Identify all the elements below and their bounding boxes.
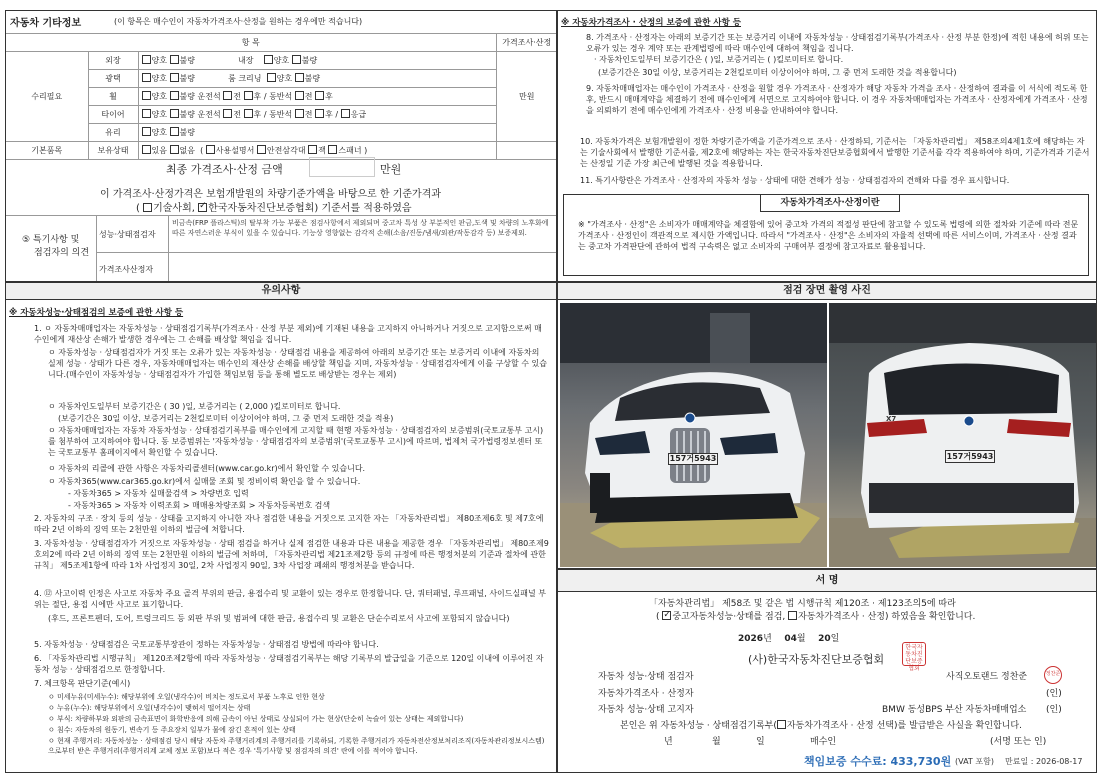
notifier-label: 자동차 성능·상태 고지자 — [598, 705, 694, 715]
tire-passenger-front-checkbox[interactable] — [295, 109, 304, 118]
vehicle-extra-info-panel — [5, 10, 557, 282]
rear-model-badge: X7 — [886, 415, 897, 423]
interior-bad-checkbox[interactable] — [292, 55, 301, 64]
gloss-bad-checkbox[interactable] — [170, 73, 179, 82]
inspector-label: 자동차 성능·상태 점검자 — [598, 672, 694, 682]
wheel-passenger-front-checkbox[interactable] — [295, 91, 304, 100]
notes-panel — [5, 282, 557, 773]
receipt-confirmation — [620, 720, 1022, 732]
tire-passenger-rear-checkbox[interactable] — [315, 109, 324, 118]
item-8-sub1: · 자동차인도일부터 보증기간은 ( )일, 보증거리는 ( )킬로미터로 합니다. — [594, 55, 844, 64]
note-1h: - 자동차365 > 자동차 이력조회 > 매매용차량조회 > 자동차등록번호 검색 — [68, 501, 331, 510]
basis-kadia-checkbox[interactable] — [198, 203, 207, 212]
row-tire-label: 타이어 — [88, 106, 138, 124]
rear-car-illustration — [829, 303, 1096, 567]
col-price-header: 가격조사·산정 — [496, 34, 557, 52]
basic-items-options: 있음 없음 ( 사용설명서 안전삼각대 잭 스패너 ) — [138, 142, 496, 160]
opt-bad-label: 불량 — [304, 74, 321, 83]
signature-day: 20 — [818, 634, 831, 644]
opt-bad-label: 불량 — [179, 128, 195, 137]
driver-label: 운전석 — [197, 92, 221, 101]
rear-label: 후 — [325, 92, 333, 101]
price-survey-checkbox[interactable] — [788, 611, 797, 620]
pricer-seal: (인) — [1046, 689, 1062, 699]
wheel-bad-checkbox[interactable] — [170, 91, 179, 100]
interior-good-checkbox[interactable] — [264, 55, 273, 64]
item-9: 9. 자동차매매업자는 매수인이 가격조사 · 산정을 원할 경우 가격조사 · 산정자가 해당 자동차 가격을 조사 · 산정하여 결과를 이 서식에 적도록 한 후, 반드시 매매계약을 체결하기 전에 매수인에게 서면으로 고지하여야 합니다. 이 경우 자동차매매업자는 가격조사 · 산정자에게 가격조사 · 산정을 의뢰하기 전에 매수인에게 가격조사 · 산정 비용을 안내하여야 합니다. — [586, 84, 1088, 115]
guarantee-fee — [804, 753, 951, 769]
final-price-unit: 만원 — [380, 163, 402, 176]
note-7e: ㅇ 현재 주행거리: 자동차성능 · 상태점검 당시 해당 자동차 주행거리계의 주행거리를 기록하되, 기록한 주행거리가 자동차전산정보처리조직(자동차관리정보시스템)으로부터 받은 주행거리(주행거리계 교체 정보 포함)보다 적은 경우 '특기사항 및 점검자의 의견' 란에 이를 적어야 합니다. — [48, 737, 545, 755]
glass-bad-checkbox[interactable] — [170, 127, 179, 136]
row-room-clean-label: 룸 크리닝 — [228, 74, 262, 83]
buyer-date-month: 월 — [712, 737, 721, 747]
front-inspection-photo — [560, 303, 827, 567]
opt-good-label: 양호 — [151, 74, 167, 83]
opt-good-label: 양호 — [273, 56, 290, 65]
final-price-label: 최종 가격조사·산정 금액 — [166, 163, 283, 176]
note-4b: (후드, 프론트펜더, 도어, 트렁크리드 등 외판 부위 및 범퍼에 대한 판금, 용접수리 및 교환은 단순수리로서 사고에 포함되지 않습니다) — [48, 614, 510, 623]
opt-good-label: 양호 — [151, 110, 167, 119]
note-1g: - 자동차365 > 자동차 실매물검색 > 차량번호 입력 — [68, 489, 249, 498]
has-label: 있음 — [151, 146, 167, 155]
note-1e: ㅇ 자동차의 리콜에 관한 사항은 자동차리콜센터(www.car.go.kr)에서 확인할 수 있습니다. — [48, 464, 366, 473]
repair-price-unit: 만원 — [496, 52, 557, 142]
tire-bad-checkbox[interactable] — [170, 109, 179, 118]
opt-bad-label: 불량 — [179, 56, 195, 65]
buyer-label: 매수인 — [810, 737, 837, 747]
note-1b: ㅇ 자동차성능 · 상태점검자가 거짓 또는 오류가 있는 자동차성능 · 상태점검 내용을 제공하여 아래의 보증기간 또는 보증거리 이내에 자동차의 실제 성능 · 상태가 다른 경우, 자동차매매업자는 매수인의 재산상 손해를 배상할 책임을 지며, 자동차성능 · 상태점검자에게 이를 구상할 수 있습니다.(매수인이 자동차성능 · 상태점검자가 가입한 책임보험 등을 통해 별도로 배상받는 경우는 제외) — [48, 348, 547, 379]
rear-label: 후 — [253, 110, 262, 119]
inspector-stamp: 정찬준 — [1044, 666, 1062, 684]
note-7a: ㅇ 미세누유(미세누수): 해당부위에 오일(냉각수)이 비치는 정도로서 부품 노후로 인한 현상 — [48, 693, 325, 701]
receipt-price-checkbox[interactable] — [777, 720, 786, 729]
fee-value: 433,730원 — [890, 755, 952, 768]
glass-good-checkbox[interactable] — [142, 127, 151, 136]
driver-label: 운전석 — [197, 110, 221, 119]
wheel-driver-front-checkbox[interactable] — [223, 91, 232, 100]
tire-driver-rear-checkbox[interactable] — [244, 109, 253, 118]
signature-legal-line1: 「자동차관리법」 제58조 및 같은 법 시행규칙 제120조 · 제123조의5에 따라 — [649, 599, 956, 609]
note-5: 5. 자동차성능 · 상태점검은 국토교통부장관이 정하는 자동차성능 · 상태점검 방법에 따라야 합니다. — [34, 640, 379, 649]
note-1d: ㅇ 자동차매매업자는 자동차 자동차성능 · 상태점검기록부를 매수인에게 고지할 때 현행 자동차성능 · 상태점검자의 보증범위(국토교통부 고시)를 첨부하여 고지하여야 합니다. 동 보증범위는 '자동차성능 · 상태점검자의 보증범위'(국토교통부 고시)에 따르며, 법제처 국가법령정보센터 또는 국토교통부 홈페이지에서 확인할 수 있습니다. — [48, 426, 544, 457]
passenger-label: 동반석 — [269, 110, 293, 119]
special-label-1: ⑤ 특기사항 및 — [22, 235, 80, 245]
basis-line2: ( 기술사회, ✓ 한국자동차진단보증협회) 기준서를 적용하였음 — [136, 199, 412, 214]
opt-good-label: 양호 — [151, 128, 167, 137]
opt-good-label: 양호 — [151, 56, 167, 65]
manual-label: 사용설명서 — [215, 146, 255, 155]
note-3: 3. 자동차성능 · 상태점검자가 거짓으로 자동차성능 · 상태 점검을 하거나 실제 점검한 내용과 다른 내용을 제공한 경우 「자동차관리법」 제80조제9호의2에 따라 2년 이하의 징역 또는 2천만원 이하의 벌금에 처하며, 「자동차관리법 제21조제2항 등의 규정에 따른 행정처분의 기준과 절차에 관한 규칙」 제5조제1항에 따라 1차 사업정지 30일, 2차 사업정지 90일, 3차 사업장 폐쇄의 행정처분을 받습니다. — [34, 539, 549, 570]
price-survey-label: 자동차가격조사 · 산정) 하였음을 확인합니다. — [798, 612, 976, 622]
note-4: 4. ⑫ 사고이력 인정은 사고로 자동차 주요 골격 부위의 판금, 용접수리 및 교환이 있는 경우로 한정합니다. 단, 쿼터패널, 루프패널, 사이드실패널 부위는 절단, 용접 시에만 사고로 표기합니다. — [34, 589, 546, 609]
front-label: 전 — [304, 92, 313, 101]
row-wheel-label: 휠 — [88, 88, 138, 106]
wheel-driver-rear-checkbox[interactable] — [244, 91, 253, 100]
notifier-seal: (인) — [1046, 705, 1062, 715]
perf-inspector-opinion: 비금속(FRP 플라스틱)의 탈부착 가능 부품은 점검사항에서 제외되며 중고차 특성 상 부분적인 판금,도색 및 차량의 노후화에 따른 자연스러운 부식이 있을 수 있습니다. 기능상 영향없는 감각적 손해(소음/진동/냄새/외관/작동감각 등) 보증제외. — [172, 219, 549, 237]
spanner-checkbox[interactable] — [328, 145, 337, 154]
day-unit: 일 — [830, 634, 840, 644]
note-1c: ㅇ 자동차인도일부터 보증기간은 ( 30 )일, 보증거리는 ( 2,000 )킬로미터로 합니다. — [48, 402, 341, 411]
perf-inspector-label: 성능·상태점검자 — [99, 230, 156, 239]
note-1f: ㅇ 자동차365(www.car365.go.kr)에서 실매물 조회 및 정비이력 확인을 할 수 있습니다. — [48, 477, 361, 486]
fee-vat-note: (VAT 포함) — [955, 757, 994, 766]
basic-price-cell — [496, 142, 557, 160]
price-guarantee-title: ※ 자동차가격조사 · 산정의 보증에 관한 사항 등 — [561, 18, 742, 28]
extra-info-title: 자동차 기타정보 — [10, 18, 82, 29]
basis-line1: 이 가격조사·산정가격은 보험개발원의 차량기준가액을 바탕으로 한 기준가격과 — [100, 189, 442, 200]
photos-panel — [557, 282, 1097, 569]
passenger-label: 동반석 — [269, 92, 293, 101]
price-inspector-label: 가격조사산정자 — [99, 265, 154, 274]
notes-title: ※ 자동차성능·상태점검의 보증에 관한 사항 등 — [9, 308, 184, 318]
signature-year: 2026 — [738, 634, 764, 644]
row-glass-options — [138, 124, 496, 142]
jack-checkbox[interactable] — [308, 145, 317, 154]
association-stamp: 한국자동차진단보증협회 — [902, 642, 926, 666]
none-label: 없음 — [179, 146, 195, 155]
manual-checkbox[interactable] — [206, 145, 215, 154]
price-definition-title: 자동차가격조사·산정이란 — [760, 194, 900, 212]
final-price-input[interactable] — [309, 157, 375, 177]
basis-tech-label: 기술사회, — [153, 203, 195, 214]
signature-header: 서 명 — [558, 570, 1096, 592]
opt-bad-label: 불량 — [179, 74, 195, 83]
row-interior-label: 내장 — [238, 56, 254, 65]
buyer-date-year: 년 — [664, 737, 673, 747]
row-tire-options: 양호 불량 운전석 전 후 / 동반석 전 후 / 응급 — [138, 106, 496, 124]
signature-date — [738, 631, 839, 644]
note-2: 2. 자동차의 구조 · 장치 등의 성능 · 상태를 고지하지 아니한 자나 점검한 내용을 거짓으로 고지한 자는 「자동차관리법」 제80조제6호 및 제7호에 따라 2년 이하의 징역 또는 2천만원 이하의 벌금에 처합니다. — [34, 514, 544, 534]
association-name: (사)한국자동차진단보증협회 — [748, 653, 885, 666]
opt-bad-label: 불량 — [179, 92, 195, 101]
emergency-label: 응급 — [350, 110, 367, 119]
signature-panel — [557, 569, 1097, 773]
basis-tail: 기준서를 적용하였음 — [321, 203, 412, 214]
month-unit: 월 — [796, 634, 806, 644]
room-clean-good-checkbox[interactable] — [267, 73, 276, 82]
basis-kadia-label: 한국자동차진단보증협회) — [208, 203, 319, 214]
signature-legal-line2: ( ✓중고자동차성능·상태를 점검, 자동차가격조사 · 산정) 하였음을 확인합니다. — [656, 611, 975, 623]
note-6: 6. 「자동차관리법 시행규칙」 제120조제2항에 따라 자동차성능 · 상태점검기록부는 해당 기록부의 발급일을 기준으로 120일 이내에 이루어진 자동차 성능 · 상태점검으로 한정합니다. — [34, 654, 544, 674]
row-glass-label: 유리 — [88, 124, 138, 142]
pricer-label: 자동차가격조사 · 산정자 — [598, 689, 694, 699]
inspector-name: 사직오토랜드 정찬준 — [946, 672, 1028, 682]
item-11: 11. 특기사항란은 가격조사 · 산정자의 자동차 성능 · 상태에 대한 견해가 성능 · 상태점검자의 견해와 다를 경우 표시합니다. — [580, 176, 1010, 185]
row-wheel-options: 양호 불량 운전석 전 후 / 동반석 전 후 — [138, 88, 496, 106]
opt-bad-label: 불량 — [179, 110, 195, 119]
front-label: 전 — [233, 110, 241, 119]
basic-own-label: 보유상태 — [88, 142, 138, 160]
exterior-good-checkbox[interactable] — [142, 55, 151, 64]
triangle-label: 안전삼각대 — [266, 146, 306, 155]
exterior-bad-checkbox[interactable] — [170, 55, 179, 64]
spanner-label: 스패너 — [338, 146, 362, 155]
row-gloss-label: 광택 — [88, 70, 138, 88]
notes-header: 유의사항 — [6, 283, 556, 300]
signature-month: 04 — [784, 634, 797, 644]
tire-good-checkbox[interactable] — [142, 109, 151, 118]
used-car-inspection-checkbox[interactable] — [662, 611, 671, 620]
basic-none-checkbox[interactable] — [170, 145, 179, 154]
year-unit: 년 — [763, 634, 772, 644]
price-guarantee-panel — [557, 10, 1097, 282]
opt-good-label: 양호 — [151, 92, 167, 101]
rear-label: 후 — [253, 92, 262, 101]
note-7d: ㅇ 침수: 자동차의 원동기, 변속기 등 주요장치 일부가 물에 잠긴 흔적이 있는 상태 — [48, 726, 296, 734]
note-7c: ㅇ 부식: 차량하부와 외판의 금속표면이 화학반응에 의해 금속이 아닌 상태로 상실되어 가는 현상(단순히 녹슬어 있는 상태는 제외합니다) — [48, 715, 464, 723]
special-label-2: 점검자의 의견 — [34, 248, 90, 258]
receipt-text-a: 본인은 위 자동차성능 · 상태점검기록부( — [620, 721, 777, 731]
item-10: 10. 자동차가격은 보험개발원이 정한 차량기준가액을 기준가격으로 조사 · 산정하되, 기준서는 「자동차관리법」 제58조의4제1호에 해당하는 자는 기술사회에서 발행한 기준서를, 제2호에 해당하는 자는 한국자동차진단보증협회에서 발행한 기준서를 각각 적용하여야 하며, 기준가격과 기준서는 산정일 기준 가장 최근에 발행된 것을 적용합니다. — [580, 137, 1090, 168]
extra-info-subtitle: (이 항목은 매수인이 자동차가격조사·산정을 원하는 경우에만 적습니다) — [114, 17, 363, 26]
front-license-plate: 157거5943 — [669, 454, 717, 463]
wheel-good-checkbox[interactable] — [142, 91, 151, 100]
price-definition-box — [563, 194, 1089, 276]
item-8: 8. 가격조사 · 산정자는 아래의 보증기간 또는 보증거리 이내에 자동차성능 · 상태점검기록부(가격조사 · 산정 부분 한정)에 적힌 내용에 허위 또는 오류가 있는 경우 계약 또는 관계법령에 따라 매수인에 대하여 책임을 집니다. — [586, 33, 1089, 53]
note-7: 7. 체크항목 판단기준(예시) — [34, 679, 131, 688]
row-exterior-options — [138, 52, 496, 70]
gloss-good-checkbox[interactable] — [142, 73, 151, 82]
rear-label: 후 — [325, 110, 333, 119]
basic-items-label: 기본품목 — [6, 142, 88, 160]
used-car-inspection-label: 중고자동차성능·상태를 점검, — [672, 612, 786, 622]
room-clean-bad-checkbox[interactable] — [295, 73, 304, 82]
front-label: 전 — [233, 92, 241, 101]
extra-info-table — [6, 33, 557, 160]
expiry-date: 만료일 : 2026-08-17 — [1005, 757, 1083, 766]
opt-good-label: 양호 — [276, 74, 293, 83]
row-gloss-options — [138, 70, 496, 88]
rear-inspection-photo — [829, 303, 1096, 567]
row-exterior-label: 외장 — [88, 52, 138, 70]
note-7b: ㅇ 누유(누수): 해당부위에서 오일(냉각수)이 맺혀서 떨어지는 상태 — [48, 704, 251, 712]
basis-tech-checkbox[interactable] — [143, 203, 152, 212]
fee-label: 책임보증 수수료: — [804, 755, 887, 768]
item-8-sub2: (보증기간은 30일 이상, 보증거리는 2천킬로미터 이상이어야 하며, 그 중 먼저 도래한 것을 적용합니다) — [598, 68, 957, 77]
triangle-checkbox[interactable] — [257, 145, 266, 154]
note-1c2: (보증기간은 30일 이상, 보증거리는 2천킬로미터 이상이어야 하며, 그 중 먼저 도래한 것을 적용) — [58, 414, 394, 423]
wheel-passenger-rear-checkbox[interactable] — [315, 91, 324, 100]
basic-has-checkbox[interactable] — [142, 145, 151, 154]
front-car-illustration — [560, 303, 827, 567]
price-definition-text: ※ "가격조사 · 산정"은 소비자가 매매계약을 체결함에 있어 중고차 가격의 적절성 판단에 참고할 수 있도록 법령에 의한 절차와 기준에 따라 전문 가격조사 · 산정인이 객관적으로 제시한 가액입니다. 따라서 "가격조사 · 산정"은 소비자의 자율적 선택에 따른 서비스이며, 가격조사 · 산정 결과는 중고차 가격판단에 관하여 법적 구속력은 없고 소비자의 구매여부 결정에 참고자료로 활용됩니다. — [578, 220, 1079, 251]
col-item-header: 항 목 — [6, 34, 496, 52]
receipt-text-b: 자동차가격조사 · 산정 선택)를 발급받은 사실을 확인합니다. — [786, 721, 1022, 731]
buyer-date-day: 일 — [756, 737, 765, 747]
photos-header: 점검 장면 촬영 사진 — [558, 283, 1096, 300]
opt-bad-label: 불량 — [301, 56, 318, 65]
buyer-sign-or-seal: (서명 또는 인) — [990, 737, 1047, 747]
front-label: 전 — [304, 110, 313, 119]
repair-needed-label: 수리필요 — [6, 52, 88, 142]
notifier-name: BMW 동성BPS 부산 자동차매매업소 — [882, 705, 1027, 715]
jack-label: 잭 — [318, 146, 326, 155]
special-notes-section — [6, 215, 557, 282]
note-1a: 1. ㅇ 자동차매매업자는 자동차성능 · 상태점검기록부(가격조사 · 산정 부분 제외)에 기재된 내용을 고지하지 아니하거나 거짓으로 고지함으로써 매수인에게 재산상 손해가 발생한 경우에는 그 손해를 배상할 책임을 집니다. — [34, 324, 542, 344]
rear-license-plate: 157거5943 — [946, 452, 994, 461]
tire-driver-front-checkbox[interactable] — [223, 109, 232, 118]
tire-emergency-checkbox[interactable] — [341, 109, 350, 118]
